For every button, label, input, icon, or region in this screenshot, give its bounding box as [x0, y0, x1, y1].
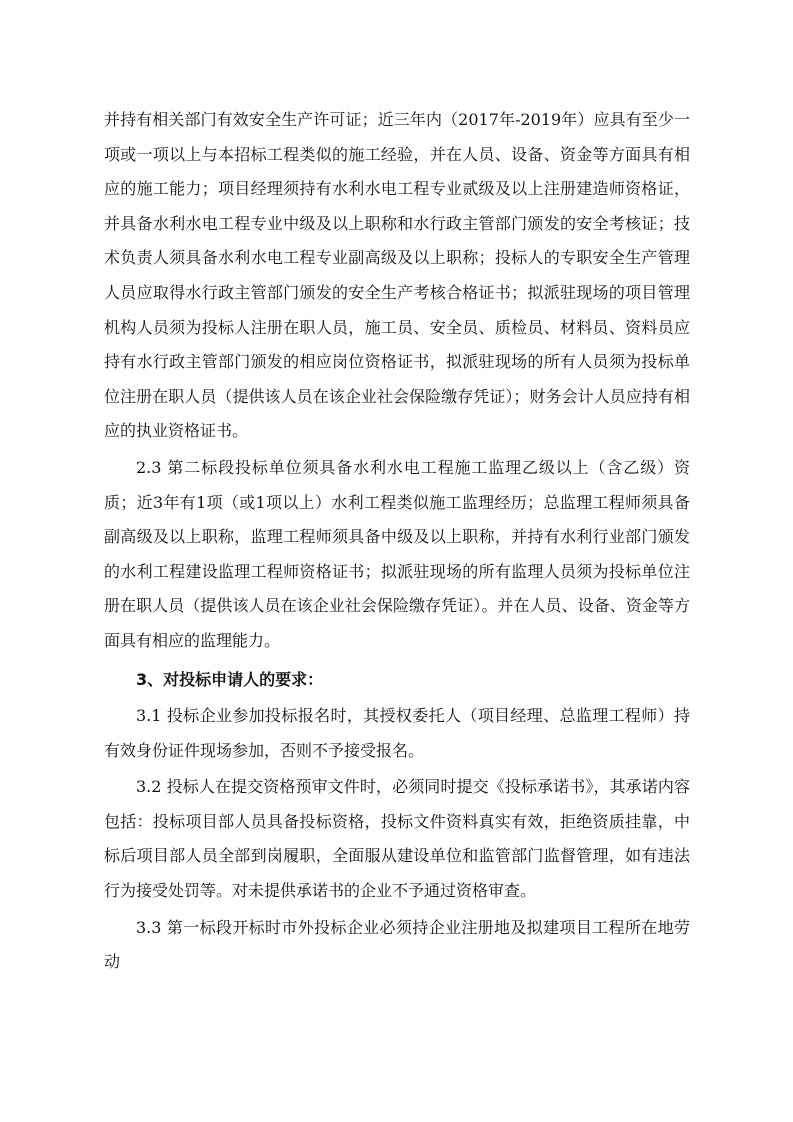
paragraph-2-3-second-section: 2.3 第二标段投标单位须具备水利水电工程施工监理乙级以上（含乙级）资质；近3年有1项（或1项以上）水利工程类似施工监理经历；总监理工程师须具备副高级及以上职称，监理工程师须具备中级及以上职称，并持有水利行业部门颁发的水利工程建设监理工程师资格证书；拟派驻现场的所有监理人员须为投标单位注册在职人员（提供该人员在该企业社会保险缴存凭证）。并在人员、设备、资金等方面具有相应的监理能力。 [104, 457, 690, 650]
section-heading-bidder-requirements: 3、对投标申请人的要求： [136, 669, 324, 689]
paragraph-3-2: 3.2 投标人在提交资格预审文件时，必须同时提交《投标承诺书》，其承诺内容包括：投标项目部人员具备投标资格，投标文件资料真实有效，拒绝资质挂靠，中标后项目部人员全部到岗履职，全面服从建设单位和监管部门监督管理，如有违法行为接受处罚等。对未提供承诺书的企业不予通过资格审查。 [104, 777, 690, 901]
paragraph-3-3: 3.3 第一标段开标时市外投标企业必须持企业注册地及拟建项目工程所在地劳动 [104, 917, 690, 972]
paragraph-qualification-continued: 并持有相关部门有效安全生产许可证；近三年内（2017年-2019年）应具有至少一项或一项以上与本招标工程类似的施工经验，并在人员、设备、资金等方面具有相应的施工能力；项目经理须持有水利水电工程专业贰级及以上注册建造师资格证，并具备水利水电工程专业中级及以上职称和水行政主管部门颁发的安全考核证；技术负责人须具备水利水电工程专业副高级及以上职称；投标人的专职安全生产管理人员应取得水行政主管部门颁发的安全生产考核合格证书；拟派驻现场的项目管理机构人员须为投标人注册在职人员，施工员、安全员、质检员、材料员、资料员应持有水行政主管部门颁发的相应岗位资格证书，拟派驻现场的所有人员须为投标单位注册在职人员（提供该人员在该企业社会保险缴存凭证）；财务会计人员应持有相应的执业资格证书。 [104, 110, 690, 441]
paragraph-3-1: 3.1 投标企业参加投标报名时，其授权委托人（项目经理、总监理工程师）持有效身份证件现场参加，否则不予接受报名。 [104, 706, 690, 760]
document-body [104, 103, 690, 980]
